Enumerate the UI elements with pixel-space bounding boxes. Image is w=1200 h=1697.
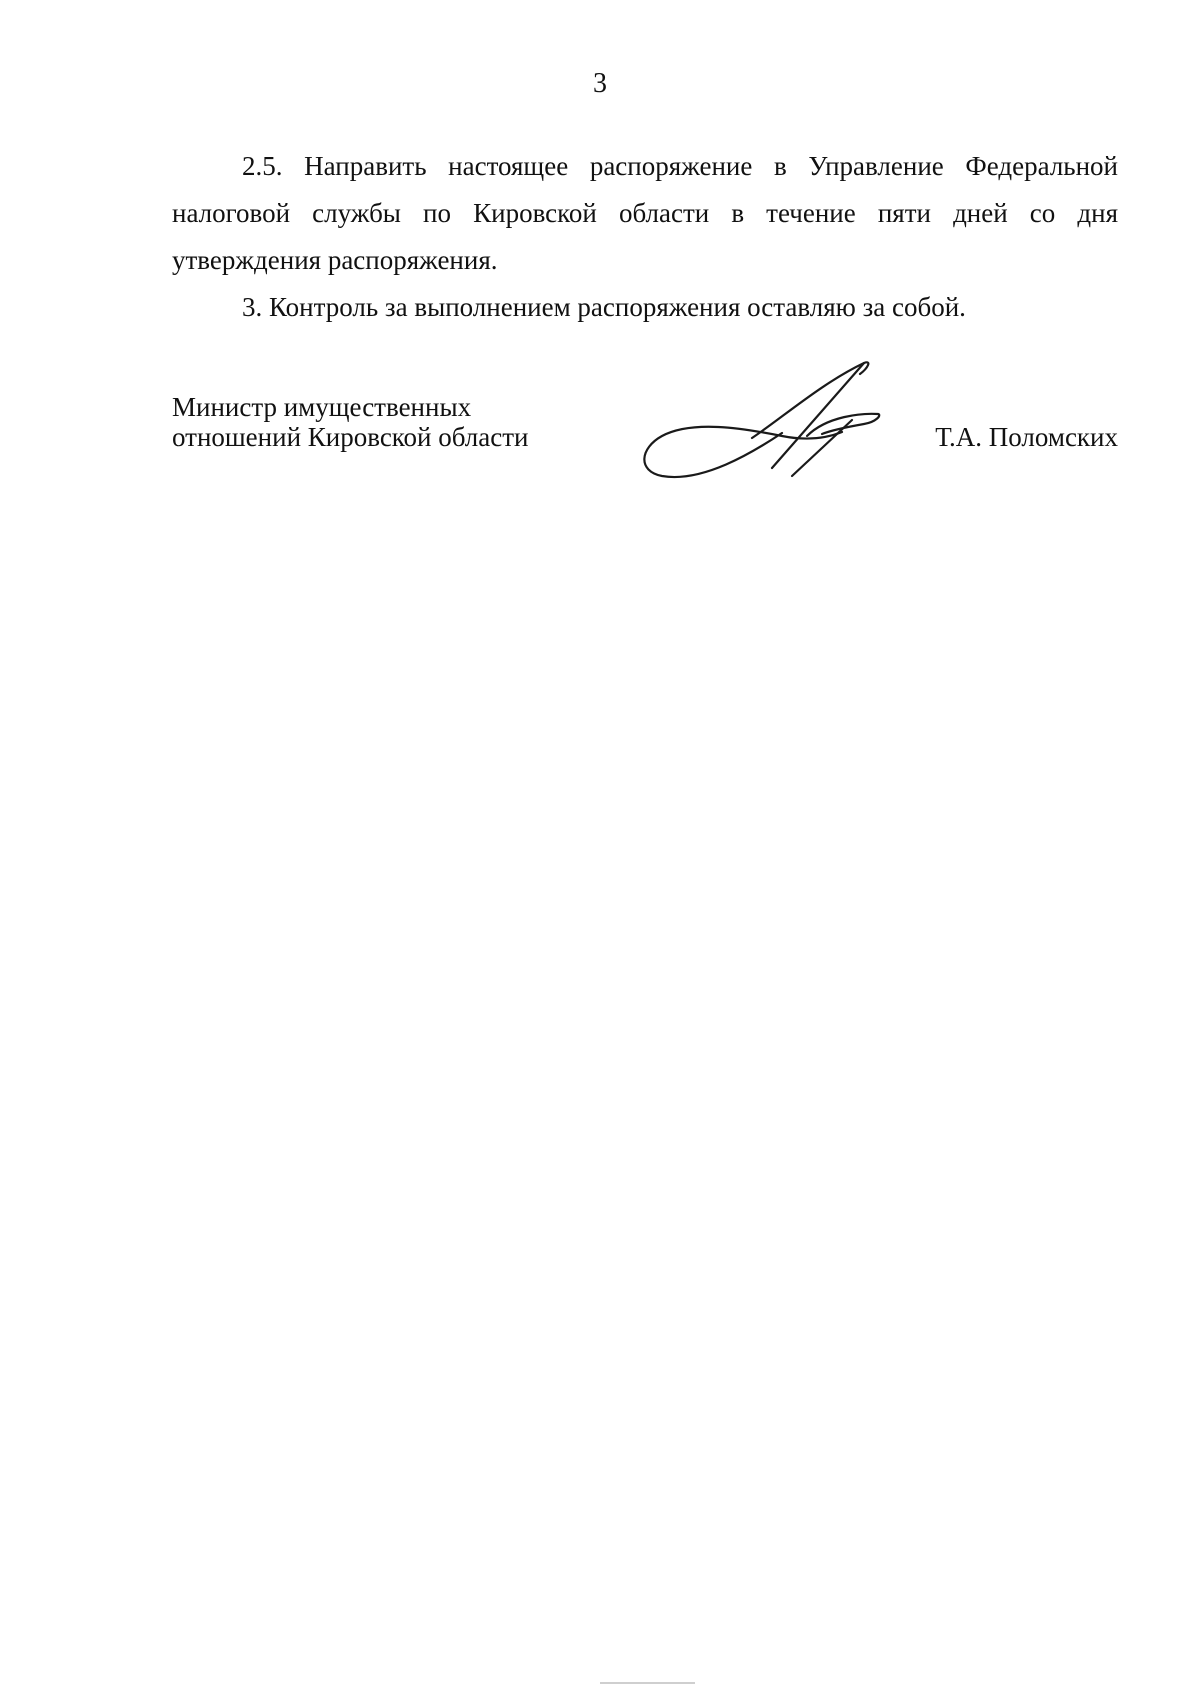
signature-block (172, 388, 1118, 488)
page-number: 3 (593, 68, 607, 99)
paragraph-2-5: 2.5. Направить настоящее распоряжение в Управление Федеральной налоговой службы по Кировской области в течение пяти дней со дня утверждения распоряжения. (172, 151, 1118, 275)
signer-name: Т.А. Поломских (935, 422, 1118, 452)
paragraph-3: 3. Контроль за выполнением распоряжения оставляю за собой. (242, 292, 966, 322)
signer-position (172, 392, 529, 452)
scan-artifact (600, 1682, 695, 1684)
signer-position-line-1: Министр имущественных (172, 392, 472, 422)
document-body (172, 143, 1118, 331)
signer-position-line-2: отношений Кировской области (172, 422, 529, 452)
handwritten-signature (632, 358, 892, 488)
